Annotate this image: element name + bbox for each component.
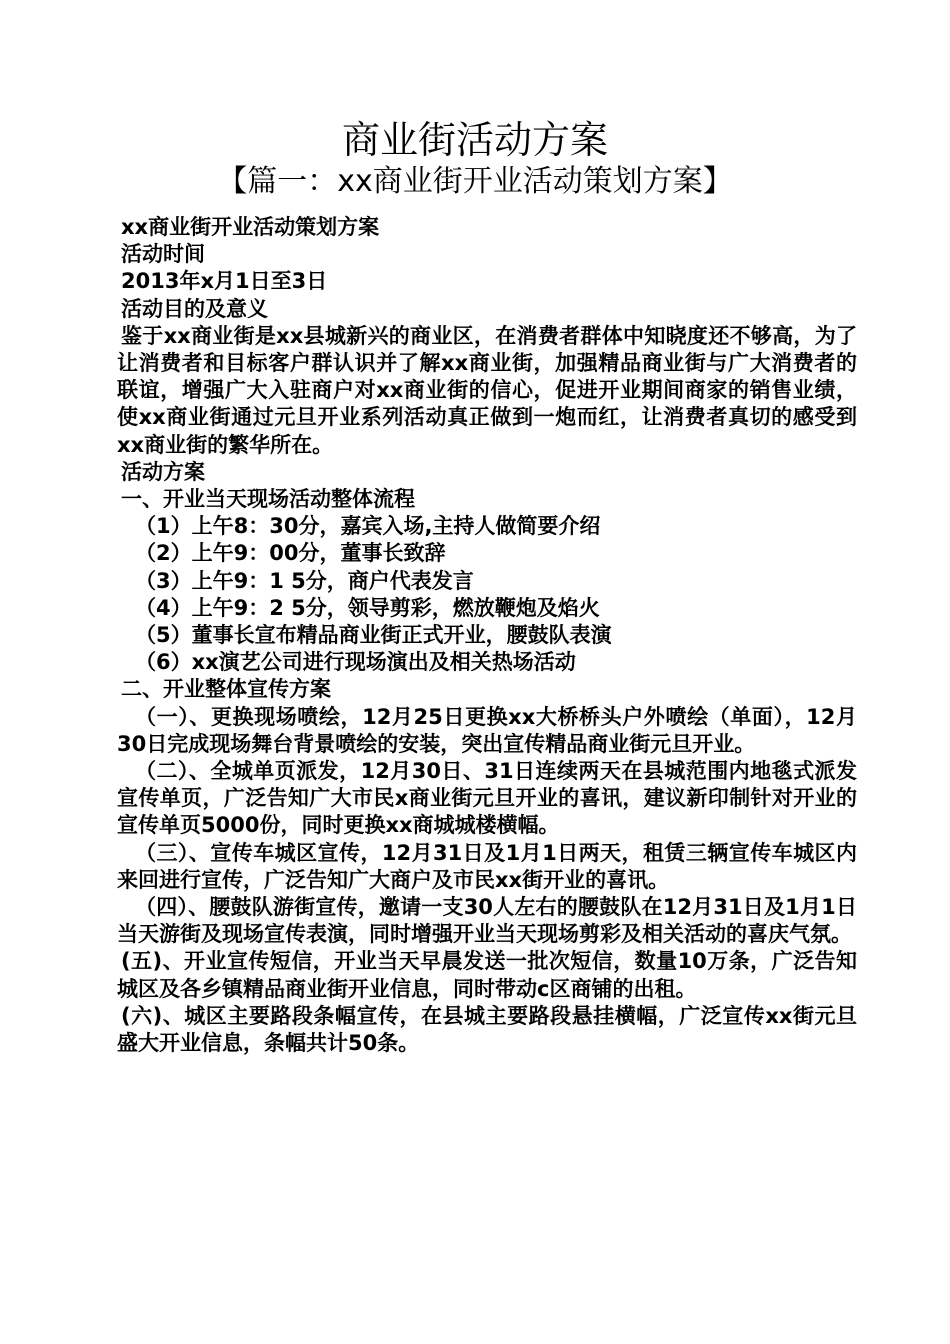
section1-title: 一、开业当天现场活动整体流程 — [121, 487, 415, 512]
section1-item: （3）上午9：1 5分，商户代表发言 — [135, 568, 474, 593]
section2-title: 二、开业整体宣传方案 — [121, 677, 331, 702]
document-body — [117, 214, 857, 1057]
purpose-paragraph: 鉴于xx商业街是xx县城新兴的商业区，在消费者群体中知晓度还不够高，为了让消费者和目标客户群认识并了解xx商业街，加强精品商业街与广大消费者的联谊，增强广大入驻商户对xx商业街的信心，促进开业期间商家的销售业绩，使xx商业街通过元旦开业系列活动真正做到一炮而红，让消费者真切的感受到xx商业街的繁华所在。 — [117, 323, 857, 457]
section1-item: （6）xx演艺公司进行现场演出及相关热场活动 — [135, 650, 576, 675]
time-value: 2013年x月1日至3日 — [121, 269, 328, 294]
section2-item: （一）、更换现场喷绘，12月25日更换xx大桥桥头户外喷绘（单面），12月30日完成现场舞台背景喷绘的安装，突出宣传精品商业街元旦开业。 — [117, 704, 857, 756]
section1-item: （5）董事长宣布精品商业街正式开业，腰鼓队表演 — [135, 623, 612, 648]
section1-item: （1）上午8：30分，嘉宾入场,主持人做简要介绍 — [135, 514, 601, 539]
article-heading: xx商业街开业活动策划方案 — [121, 215, 380, 239]
section1-item: （4）上午9：2 5分，领导剪彩，燃放鞭炮及焰火 — [135, 595, 600, 620]
section1-item: （2）上午9：00分，董事长致辞 — [135, 541, 446, 566]
section2-item: (六)、城区主要路段条幅宣传，在县城主要路段悬挂横幅，广泛宣传xx街元旦盛大开业信息，条幅共计50条。 — [117, 1003, 857, 1056]
section2-item: （四）、腰鼓队游街宣传，邀请一支30人左右的腰鼓队在12月31日及1月1日当天游街及现场宣传表演，同时增强开业当天现场剪彩及相关活动的喜庆气氛。 — [117, 895, 857, 947]
section2-item: （三）、宣传车城区宣传，12月31日及1月1日两天，租赁三辆宣传车城区内来回进行宣传，广泛告知广大商户及市民xx街开业的喜讯。 — [117, 840, 857, 892]
document-subtitle: 【篇一：xx商业街开业活动策划方案】 — [217, 164, 733, 199]
time-label: 活动时间 — [121, 242, 205, 267]
document-title: 商业街活动方案 — [341, 118, 608, 162]
section2-item: (五)、开业宣传短信，开业当天早晨发送一批次短信，数量10万条，广泛告知城区及各乡镇精品商业街开业信息，同时带动c区商铺的出租。 — [117, 949, 857, 1001]
purpose-label: 活动目的及意义 — [121, 296, 268, 321]
section2-item: （二）、全城单页派发，12月30日、31日连续两天在县城范围内地毯式派发宣传单页，广泛告知广大市民x商业街元旦开业的喜讯，建议新印制针对开业的宣传单页5000份，同时更换xx商城城楼横幅。 — [117, 759, 857, 838]
plan-label: 活动方案 — [121, 459, 205, 484]
